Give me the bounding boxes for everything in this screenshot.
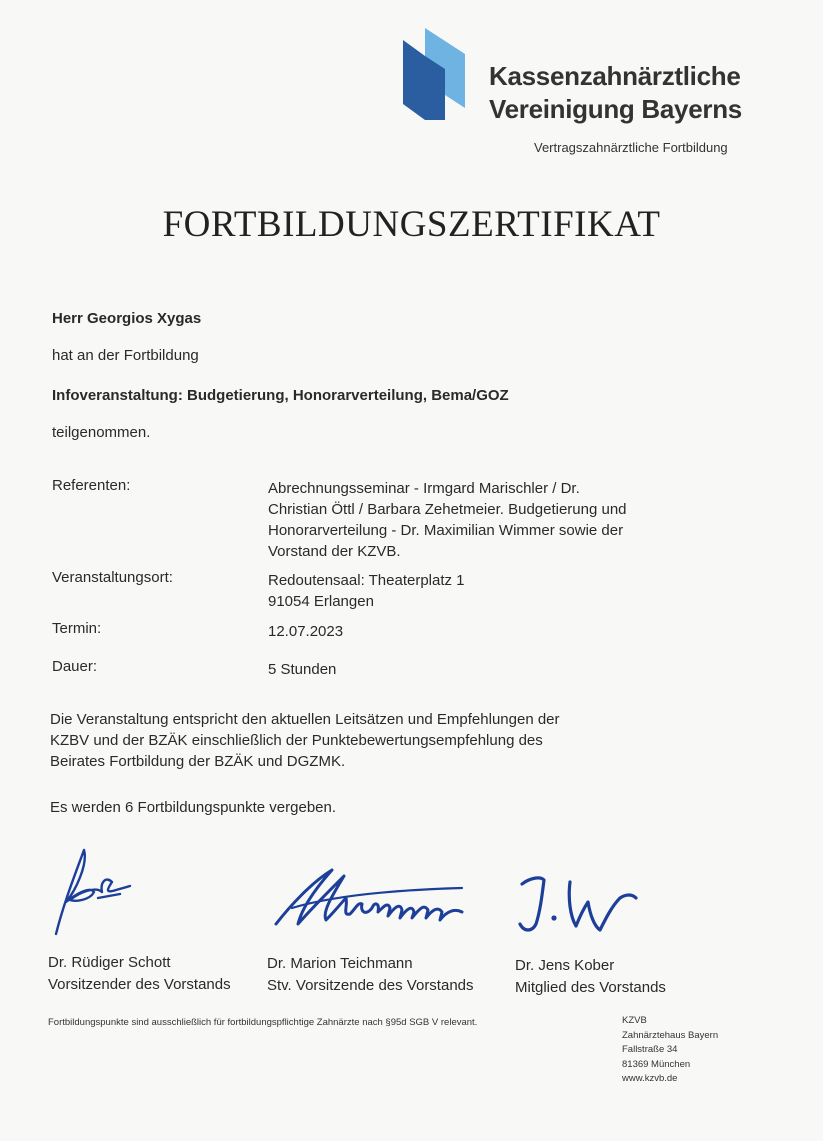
signer-kober <box>515 955 666 999</box>
address-line: Zahnärztehaus Bayern <box>622 1029 719 1041</box>
speakers-line: Honorarverteilung - Dr. Maximilian Wimmer sowie der <box>268 522 624 539</box>
signer-schott <box>48 952 231 996</box>
location-line: 91054 Erlangen <box>268 593 374 610</box>
signer-role: Vorsitzender des Vorstands <box>48 976 231 993</box>
statement-line: Die Veranstaltung entspricht den aktuellen Leitsätzen und Empfehlungen der <box>50 711 560 728</box>
signature-kober-icon <box>514 872 642 942</box>
org-name-line2: Vereinigung Bayerns <box>489 94 742 124</box>
signature-schott-icon <box>46 842 138 942</box>
participant-name: Herr Georgios Xygas <box>52 310 202 327</box>
signer-role: Mitglied des Vorstands <box>515 979 666 996</box>
address-line: 81369 München <box>622 1058 691 1070</box>
speakers-value <box>268 478 627 562</box>
address-line: KZVB <box>622 1015 647 1026</box>
participated-text: teilgenommen. <box>52 424 151 441</box>
org-name <box>489 60 742 126</box>
speakers-line: Vorstand der KZVB. <box>268 543 401 560</box>
location-label: Veranstaltungsort: <box>52 569 173 586</box>
kzvb-logo-icon <box>403 28 465 120</box>
certificate-title: FORTBILDUNGSZERTIFIKAT <box>162 204 661 245</box>
org-subtitle: Vertragszahnärztliche Fortbildung <box>534 140 728 155</box>
statement-line: Beirates Fortbildung der BZÄK und DGZMK. <box>50 753 346 770</box>
location-line: Redoutensaal: Theaterplatz 1 <box>268 572 465 589</box>
footer-address <box>622 1014 718 1087</box>
duration-value: 5 Stunden <box>268 661 337 678</box>
address-line: Fallstraße 34 <box>622 1044 678 1055</box>
speakers-line: Abrechnungsseminar - Irmgard Marischler / Dr. <box>268 480 580 497</box>
speakers-label: Referenten: <box>52 477 131 494</box>
points-text: Es werden 6 Fortbildungspunkte vergeben. <box>50 799 337 816</box>
signer-name: Dr. Marion Teichmann <box>267 955 413 972</box>
statement-line: KZBV und der BZÄK einschließlich der Punktebewertungsempfehlung des <box>50 732 543 749</box>
statement <box>50 709 560 772</box>
speakers-line: Christian Öttl / Barbara Zehetmeier. Budgetierung und <box>268 501 627 518</box>
signature-teichmann-icon <box>272 862 468 932</box>
signer-role: Stv. Vorsitzende des Vorstands <box>267 977 474 994</box>
footer-note: Fortbildungspunkte sind ausschließlich für fortbildungspflichtige Zahnärzte nach §95d SGB V relevant. <box>48 1017 478 1028</box>
address-line: www.kzvb.de <box>622 1073 678 1084</box>
intro-text: hat an der Fortbildung <box>52 347 199 364</box>
org-name-line1: Kassenzahnärztliche <box>489 61 741 91</box>
location-value <box>268 570 465 612</box>
signer-teichmann <box>267 953 474 997</box>
course-title: Infoveranstaltung: Budgetierung, Honorarverteilung, Bema/GOZ <box>52 387 509 404</box>
signer-name: Dr. Jens Kober <box>515 957 615 974</box>
date-label: Termin: <box>52 620 102 637</box>
duration-label: Dauer: <box>52 658 98 675</box>
signer-name: Dr. Rüdiger Schott <box>48 954 171 971</box>
date-value: 12.07.2023 <box>268 623 344 640</box>
